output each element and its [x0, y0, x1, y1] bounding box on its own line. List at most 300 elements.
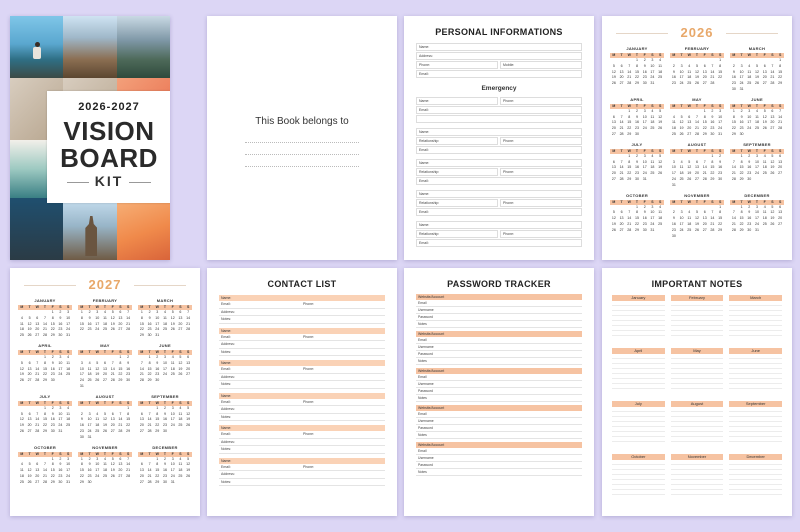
day-number: 22	[42, 372, 47, 377]
weekday-label: F	[643, 53, 646, 57]
belongs-text: This Book belongs to	[255, 116, 349, 127]
day-number: 22	[42, 423, 47, 428]
day-number: 8	[119, 360, 122, 365]
weekday-label: T	[635, 199, 639, 204]
day-number: 6	[103, 360, 106, 365]
day-number: 11	[650, 159, 655, 164]
day-number: 24	[79, 378, 84, 383]
contact-address-label: Address:	[219, 471, 385, 479]
day-number: 18	[170, 366, 175, 371]
day-number: 23	[642, 221, 647, 226]
day-number: 3	[171, 405, 174, 410]
day-number: 21	[710, 221, 715, 226]
day-number: 30	[731, 86, 736, 91]
day-number: 22	[739, 171, 744, 176]
day-number: 27	[139, 428, 144, 433]
form-field: Phone:	[500, 168, 582, 176]
day-number: 17	[66, 468, 71, 473]
day-number: 26	[27, 333, 32, 338]
calendar-month	[730, 46, 784, 93]
day-number: 16	[642, 216, 647, 221]
weekday-label: T	[635, 53, 639, 57]
day-number: 14	[731, 216, 736, 221]
day-number: 7	[127, 310, 130, 314]
day-number: 21	[147, 423, 152, 428]
day-number: 22	[634, 75, 639, 80]
weekday-label: S	[186, 349, 190, 354]
day-number: 23	[87, 327, 92, 332]
form-row	[416, 221, 582, 230]
day-number: 7	[620, 114, 623, 119]
weekday-label: W	[627, 148, 631, 153]
weekday-label: T	[163, 349, 167, 354]
day-number: 30	[739, 131, 744, 136]
weekday-label: T	[680, 53, 683, 57]
day-number: 13	[35, 468, 40, 473]
day-number: 28	[694, 131, 699, 136]
day-number: 18	[178, 468, 183, 473]
day-number: 2	[51, 354, 54, 359]
day-number: 8	[628, 159, 631, 164]
note-line	[612, 490, 665, 495]
day-number: 19	[170, 321, 175, 326]
day-number: 24	[87, 428, 92, 433]
day-number: 9	[163, 462, 166, 467]
weekday-label: W	[95, 451, 99, 456]
weekday-label: T	[88, 305, 91, 309]
day-number: 17	[58, 417, 63, 422]
day-number: 24	[718, 126, 723, 131]
day-number: 3	[80, 360, 83, 365]
day-number: 5	[179, 354, 182, 359]
weekday-label: S	[778, 53, 782, 57]
weekday-label: S	[126, 451, 130, 456]
form-row	[416, 230, 582, 239]
weekday-label: T	[620, 199, 623, 204]
day-number: 3	[67, 456, 70, 461]
day-number: 26	[186, 473, 191, 478]
account-band: Website/Account	[416, 442, 582, 448]
day-number: 14	[694, 120, 699, 125]
contact-address-label: Address:	[219, 406, 385, 414]
day-number: 10	[747, 114, 752, 119]
day-number: 25	[66, 423, 71, 428]
day-number: 31	[650, 227, 655, 232]
day-number: 1	[156, 456, 159, 461]
day-number: 5	[659, 108, 662, 113]
calendar-year: 2027	[88, 277, 122, 292]
day-number: 16	[162, 417, 167, 422]
day-number: 22	[634, 221, 639, 226]
day-number: 29	[126, 428, 131, 433]
weekday-label: W	[687, 53, 691, 57]
day-number: 19	[19, 372, 24, 377]
day-number: 28	[118, 428, 123, 433]
day-number: 15	[50, 468, 55, 473]
emergency-contact	[416, 221, 582, 248]
day-number: 13	[702, 69, 707, 74]
day-number: 7	[148, 462, 151, 467]
contact-name-band: Name:	[219, 393, 385, 399]
day-number: 27	[762, 81, 767, 86]
contact-email-label: Email:	[221, 399, 231, 404]
day-number: 1	[779, 58, 782, 62]
weekday-label: T	[28, 305, 31, 309]
day-number: 20	[619, 75, 624, 80]
day-number: 15	[139, 321, 144, 326]
notes-month-header: October	[612, 454, 665, 460]
weekday-label: M	[612, 53, 616, 57]
day-number: 1	[119, 354, 122, 359]
day-number: 18	[687, 221, 692, 226]
day-number: 20	[35, 473, 40, 478]
day-number: 24	[642, 126, 647, 131]
day-number: 4	[748, 63, 751, 68]
password-field: Notes	[416, 469, 582, 476]
contact-row	[219, 399, 385, 407]
day-number: 18	[95, 423, 100, 428]
day-number: 7	[620, 159, 623, 164]
weekday-label: S	[778, 103, 782, 108]
day-number: 11	[687, 216, 692, 221]
weekday-label: S	[66, 305, 70, 309]
day-number: 22	[50, 327, 55, 332]
account-band: Website/Account	[416, 368, 582, 374]
month-name: JULY	[39, 393, 51, 399]
day-number: 21	[770, 75, 775, 80]
day-number: 31	[66, 479, 71, 484]
day-number: 7	[43, 315, 46, 320]
day-number: 11	[66, 411, 70, 416]
day-number: 27	[619, 227, 624, 232]
calendar-month	[610, 97, 664, 138]
weekday-label: S	[711, 53, 714, 57]
day-number: 26	[178, 372, 183, 377]
day-number: 23	[731, 81, 736, 86]
calendar-month	[610, 193, 664, 240]
day-number: 31	[58, 428, 63, 433]
day-number: 6	[763, 63, 766, 68]
day-number: 4	[20, 315, 23, 320]
day-number: 7	[140, 360, 143, 365]
day-number: 29	[50, 479, 55, 484]
day-number: 27	[102, 378, 107, 383]
day-number: 19	[694, 221, 699, 226]
day-number: 24	[739, 81, 744, 86]
day-number: 10	[679, 216, 684, 221]
day-number: 8	[711, 159, 714, 164]
day-number: 24	[170, 473, 175, 478]
day-number: 22	[118, 372, 123, 377]
day-number: 14	[35, 417, 40, 422]
weekday-label: T	[755, 148, 759, 153]
day-number: 30	[747, 176, 752, 181]
day-number: 11	[87, 366, 92, 371]
day-number: 3	[651, 204, 654, 209]
day-number: 5	[695, 63, 698, 68]
day-number: 20	[770, 120, 775, 125]
day-number: 17	[66, 321, 71, 326]
weekday-label: S	[126, 349, 130, 354]
day-number: 10	[754, 159, 759, 164]
day-number: 18	[762, 216, 767, 221]
day-number: 25	[178, 423, 183, 428]
emergency-title: Emergency	[481, 85, 517, 92]
day-number: 9	[643, 210, 646, 215]
day-number: 28	[42, 333, 47, 338]
day-number: 15	[731, 120, 736, 125]
day-number: 16	[58, 468, 63, 473]
day-number: 5	[111, 310, 114, 314]
weekday-label: T	[695, 103, 699, 108]
day-number: 25	[102, 327, 107, 332]
cover-title-line2: BOARD	[60, 143, 158, 173]
weekday-label: F	[703, 53, 706, 57]
day-number: 10	[650, 63, 655, 68]
day-number: 29	[778, 81, 783, 86]
weekday-label: T	[740, 148, 743, 153]
day-number: 23	[634, 126, 639, 131]
weekday-label: W	[687, 103, 691, 108]
day-number: 27	[770, 126, 775, 131]
weekday-label: W	[747, 199, 751, 204]
day-number: 2	[748, 204, 751, 209]
day-number: 7	[771, 63, 774, 68]
weekday-label: S	[119, 400, 122, 405]
day-number: 16	[79, 423, 84, 428]
contact-phone-label: Phone:	[303, 399, 315, 404]
weekday-label: S	[771, 53, 774, 57]
day-number: 26	[170, 327, 175, 332]
weekday-label: T	[103, 349, 107, 354]
day-number: 11	[103, 462, 107, 467]
day-number: 28	[710, 227, 715, 232]
day-number: 20	[118, 321, 123, 326]
day-number: 16	[634, 165, 639, 170]
day-number: 8	[635, 63, 638, 68]
day-number: 17	[95, 468, 100, 473]
day-number: 8	[156, 462, 159, 467]
day-number: 8	[51, 462, 54, 467]
weekday-label: T	[28, 349, 31, 354]
weekday-label: F	[51, 349, 54, 354]
day-number: 14	[110, 366, 115, 371]
day-number: 18	[658, 69, 663, 74]
day-number: 1	[140, 310, 143, 314]
weekday-label: F	[111, 451, 114, 456]
day-number: 5	[680, 114, 683, 119]
day-number: 18	[650, 165, 655, 170]
day-number: 16	[747, 165, 752, 170]
day-number: 18	[178, 417, 183, 422]
day-number: 3	[755, 204, 758, 209]
day-number: 4	[659, 58, 662, 62]
day-number: 14	[35, 366, 40, 371]
day-number: 27	[778, 221, 783, 226]
day-number: 31	[739, 86, 744, 91]
form-field: Phone:	[500, 230, 582, 238]
contact-name-band: Name:	[219, 425, 385, 431]
note-line	[612, 437, 665, 442]
password-field: Password	[416, 351, 582, 358]
weekday-label: S	[59, 349, 62, 354]
day-number: 23	[710, 126, 715, 131]
day-number: 30	[162, 428, 167, 433]
day-grid	[730, 58, 784, 93]
day-number: 3	[651, 58, 654, 62]
password-field: Username	[416, 344, 582, 351]
day-number: 11	[679, 165, 684, 170]
day-number: 5	[771, 204, 774, 209]
day-number: 18	[754, 120, 759, 125]
day-number: 6	[28, 360, 31, 365]
day-number: 26	[694, 81, 699, 86]
day-number: 18	[679, 171, 684, 176]
weekday-label: T	[620, 53, 623, 57]
day-number: 20	[27, 423, 32, 428]
calendar-month	[670, 193, 724, 240]
calendar-2026-page	[602, 16, 792, 260]
weekday-label: W	[35, 400, 39, 405]
form-field: Address:	[416, 52, 582, 60]
day-number: 9	[711, 114, 714, 119]
day-number: 9	[635, 114, 638, 119]
day-number: 13	[27, 366, 32, 371]
weekday-label: S	[186, 400, 190, 405]
contact-row	[219, 301, 385, 309]
day-number: 10	[66, 315, 71, 320]
day-number: 16	[87, 321, 92, 326]
day-number: 27	[35, 333, 40, 338]
day-number: 23	[634, 171, 639, 176]
emergency-contact	[416, 128, 582, 155]
notes-month	[729, 401, 782, 448]
day-number: 30	[747, 227, 752, 232]
day-number: 12	[658, 159, 663, 164]
weekday-label: S	[718, 103, 722, 108]
day-number: 17	[95, 321, 100, 326]
weekday-label: S	[711, 103, 714, 108]
day-number: 14	[118, 417, 123, 422]
day-number: 12	[110, 315, 115, 320]
note-line	[729, 490, 782, 495]
day-number: 12	[762, 114, 767, 119]
day-number: 10	[739, 69, 744, 74]
day-number: 9	[740, 114, 743, 119]
day-grid	[730, 205, 784, 234]
contact-entry	[219, 360, 385, 389]
name-line	[245, 166, 359, 167]
photo-sea-cliff	[10, 16, 63, 78]
weekday-label: F	[111, 400, 114, 405]
contact-address-label: Address:	[219, 374, 385, 382]
weekday-label: T	[43, 451, 47, 456]
day-number: 8	[148, 360, 151, 365]
contact-address-label: Address:	[219, 439, 385, 447]
day-number: 27	[687, 131, 692, 136]
form-field: Email:	[416, 208, 582, 216]
day-number: 10	[650, 210, 655, 215]
form-field: Name:	[416, 43, 582, 51]
day-number: 13	[702, 216, 707, 221]
weekday-label: T	[28, 451, 31, 456]
weekday-label: S	[771, 148, 774, 153]
day-number: 3	[163, 354, 166, 359]
photo-lake	[117, 16, 170, 78]
day-number: 5	[187, 405, 190, 410]
password-tracker-page	[404, 268, 594, 516]
weekday-label: S	[651, 103, 654, 108]
day-number: 28	[702, 176, 707, 181]
day-number: 13	[35, 321, 40, 326]
form-field: Email:	[416, 177, 582, 185]
day-number: 23	[747, 171, 752, 176]
day-number: 27	[611, 176, 616, 181]
calendar-month	[78, 394, 132, 441]
form-field: Name:	[416, 190, 582, 198]
weekday-label: M	[672, 53, 676, 57]
day-number: 9	[148, 315, 151, 320]
day-number: 15	[118, 366, 123, 371]
password-entry	[416, 405, 582, 439]
day-number: 11	[687, 69, 692, 74]
weekday-label: S	[651, 53, 654, 57]
day-number: 5	[111, 456, 114, 461]
notes-month-header: February	[671, 295, 724, 301]
account-band: Website/Account	[416, 405, 582, 411]
weekday-label: F	[111, 349, 114, 354]
day-grid	[138, 406, 192, 435]
weekday-label: T	[755, 199, 759, 204]
day-number: 17	[679, 221, 684, 226]
contact-notes-label: Notes:	[219, 381, 385, 389]
day-number: 14	[627, 69, 632, 74]
day-grid	[18, 457, 72, 486]
day-number: 12	[110, 462, 115, 467]
day-number: 14	[186, 315, 191, 320]
day-number: 9	[88, 315, 91, 320]
day-number: 21	[186, 321, 191, 326]
day-number: 3	[680, 210, 683, 215]
day-number: 18	[650, 120, 655, 125]
day-grid	[730, 154, 784, 183]
month-name: MAY	[100, 342, 110, 348]
day-number: 12	[754, 69, 759, 74]
day-number: 7	[36, 360, 39, 365]
day-number: 31	[155, 333, 160, 338]
day-number: 17	[747, 120, 752, 125]
day-number: 19	[694, 75, 699, 80]
day-number: 22	[778, 75, 783, 80]
notes-month-header: November	[671, 454, 724, 460]
day-number: 10	[718, 114, 723, 119]
weekday-label: S	[658, 199, 662, 204]
day-number: 24	[170, 423, 175, 428]
day-number: 6	[779, 204, 782, 209]
day-number: 20	[118, 468, 123, 473]
day-number: 26	[27, 479, 32, 484]
day-number: 25	[19, 479, 24, 484]
weekday-label: S	[778, 148, 782, 153]
day-number: 7	[732, 210, 735, 215]
day-number: 28	[731, 227, 736, 232]
weekday-label: S	[186, 451, 190, 456]
month-name: MARCH	[156, 298, 174, 303]
weekday-label: M	[612, 199, 616, 204]
day-number: 17	[58, 366, 63, 371]
contact-name-band: Name:	[219, 328, 385, 334]
day-number: 19	[186, 468, 191, 473]
